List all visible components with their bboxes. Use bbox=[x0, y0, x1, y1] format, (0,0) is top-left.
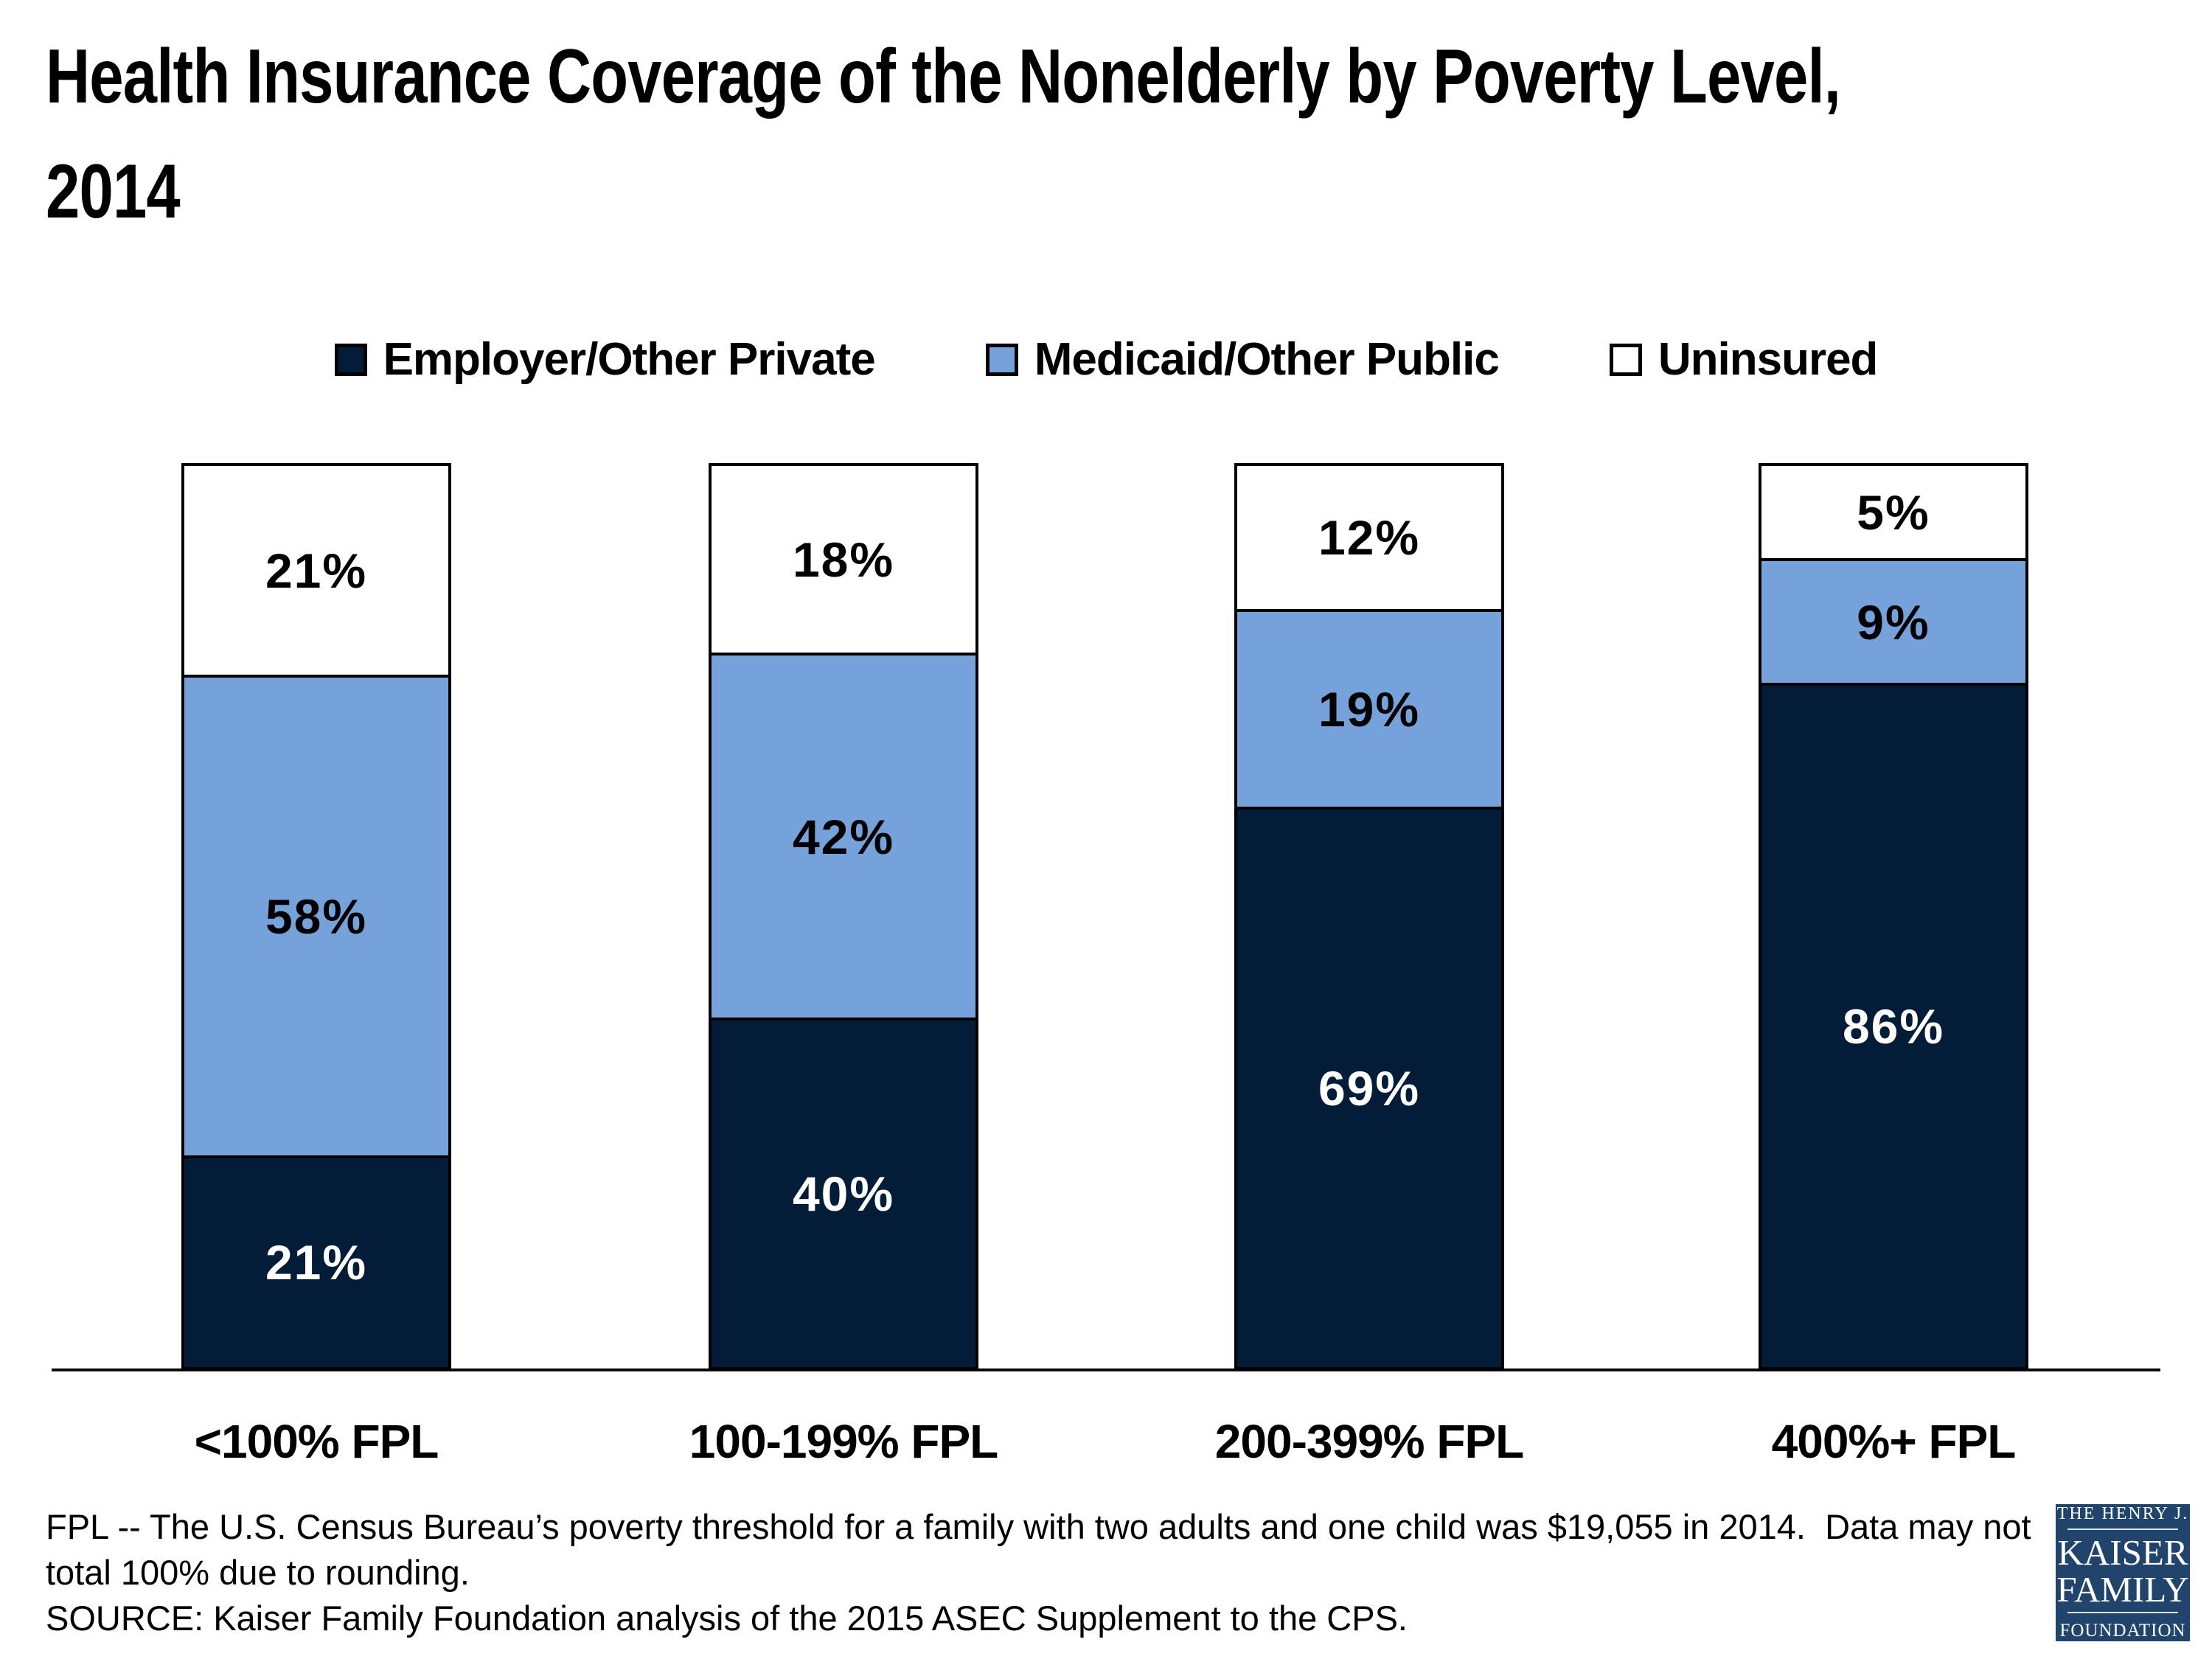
bar-value-label: 69% bbox=[1318, 1060, 1421, 1116]
x-axis-label: 200-399% FPL bbox=[1214, 1415, 1524, 1468]
bar-value-label: 21% bbox=[265, 543, 368, 598]
bar-segment bbox=[1237, 807, 1501, 1367]
bar-value-label: 58% bbox=[265, 889, 368, 944]
bar-segment bbox=[1761, 683, 2025, 1367]
legend-label: Medicaid/Other Public bbox=[1034, 334, 1499, 385]
bar-segment bbox=[184, 466, 448, 675]
bar-segment bbox=[1761, 466, 2025, 558]
bar-segment bbox=[1237, 466, 1501, 609]
bar-value-label: 19% bbox=[1318, 681, 1421, 737]
title-line2: 2014 bbox=[46, 149, 180, 234]
bar-value-label: 18% bbox=[792, 532, 895, 587]
kff-logo bbox=[2056, 1504, 2190, 1641]
source-note: SOURCE: Kaiser Family Foundation analysis of the 2015 ASEC Supplement to the CPS. bbox=[46, 1599, 1408, 1638]
x-axis-label: <100% FPL bbox=[194, 1415, 439, 1468]
bar-segment bbox=[184, 1155, 448, 1367]
x-axis-label: 100-199% FPL bbox=[689, 1415, 998, 1468]
bar-value-label: 12% bbox=[1318, 510, 1421, 566]
legend-label: Employer/Other Private bbox=[383, 334, 875, 385]
bar-segment bbox=[712, 1018, 975, 1367]
bar-stack bbox=[1759, 463, 2028, 1370]
legend-label: Uninsured bbox=[1658, 334, 1878, 385]
bar-segment bbox=[1761, 558, 2025, 683]
bar-stack bbox=[1234, 463, 1504, 1370]
x-axis-label: 400%+ FPL bbox=[1771, 1415, 2016, 1468]
bar-stack bbox=[709, 463, 978, 1370]
bar-segment bbox=[712, 466, 975, 653]
kff-logo-rule bbox=[2067, 1612, 2177, 1613]
bar-segment bbox=[1237, 609, 1501, 806]
kff-logo-text: THE HENRY J. bbox=[2056, 1504, 2189, 1523]
bar-value-label: 40% bbox=[792, 1166, 895, 1221]
bar-value-label: 42% bbox=[792, 809, 895, 864]
bar-segment bbox=[712, 653, 975, 1017]
bar-stack bbox=[181, 463, 451, 1370]
bar-value-label: 86% bbox=[1842, 999, 1945, 1054]
footnote-line2: total 100% due to rounding. bbox=[46, 1553, 470, 1593]
kff-logo-text: FOUNDATION bbox=[2059, 1621, 2186, 1641]
footnote bbox=[46, 1504, 2051, 1641]
bar-value-label: 21% bbox=[265, 1235, 368, 1290]
kff-logo-text: FAMILY bbox=[2056, 1568, 2189, 1610]
bar-value-label: 9% bbox=[1857, 594, 1930, 650]
kff-logo-text: KAISER bbox=[2057, 1531, 2188, 1573]
kff-logo-rule bbox=[2067, 1528, 2177, 1530]
bar-value-label: 5% bbox=[1857, 484, 1930, 540]
title-line1: Health Insurance Coverage of the Nonelderly by Poverty Level, bbox=[46, 34, 1841, 119]
footnote-line1: FPL -- The U.S. Census Bureau’s poverty threshold for a family with two adults and one child was $19,055 in 2014. Data may not bbox=[46, 1507, 2031, 1546]
bar-segment bbox=[184, 675, 448, 1155]
